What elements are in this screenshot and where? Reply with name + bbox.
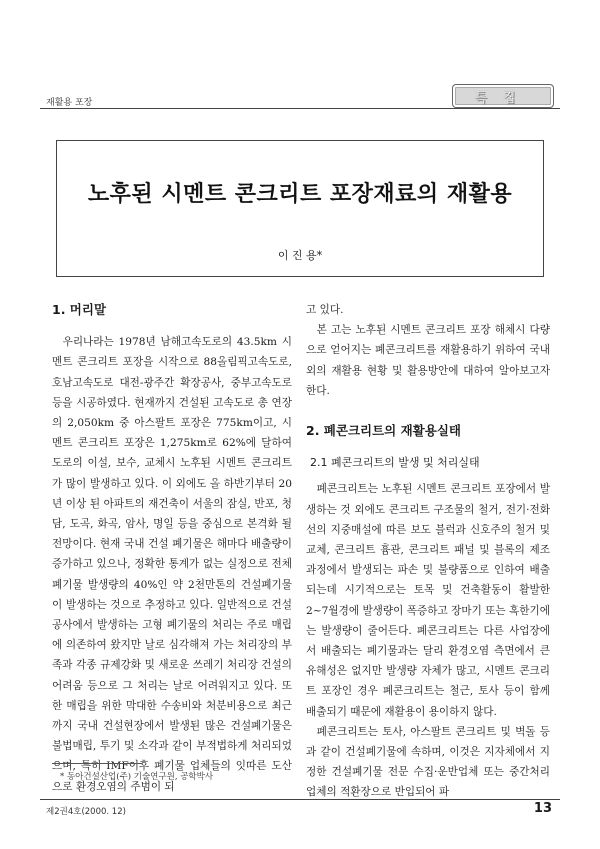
footnote-divider xyxy=(52,763,142,764)
section-2-1-paragraph-1: 폐콘크리트는 노후된 시멘트 콘크리트 포장에서 발생하는 것 외에도 콘크리트 구조물의 철거, 전기·전화선의 지중매설에 따른 보도 블럭과 신호주의 철거 및 교체, 콘크리트 흄관, 콘크리트 패널 및 블록의 제조과정에서 발생되는 파손 및 불량품으로 인하여 배출되는데 시기적으로는 토목 및 건축활동이 활발한 2~7월경에 발생량이 폭증하고 장마기 또는 혹한기에는 발생량이 줄어든다. 폐콘크리트는 다른 사업장에서 배출되는 폐기물과는 달리 환경오염 측면에서 큰 유해성은 없지만 발생량 자체가 많고, 시멘트 콘크리트 포장인 경우 폐콘크리트는 철근, 토사 등이 함께 배출되기 때문에 재활용이 용이하지 않다. xyxy=(306,483,550,718)
special-feature-badge: 특집 xyxy=(452,84,554,108)
footer-divider xyxy=(40,799,560,800)
right-column xyxy=(306,300,550,803)
section-1-heading: 1. 머리말 xyxy=(52,302,107,317)
header-divider xyxy=(40,108,560,109)
section-1-paragraph-2: 본 고는 노후된 시멘트 콘크리트 포장 해체시 다량으로 얻어지는 폐콘크리트를 재활용하기 위하여 국내외의 재활용 현황 및 활용방안에 대하여 알아보고자 한다. xyxy=(306,324,550,397)
issue-info: 제2권4호(2000. 12) xyxy=(46,807,126,817)
section-2-1-paragraph-2: 폐콘크리트는 토사, 아스팔트 콘크리트 및 벽돌 등과 같이 건설폐기물에 속하며, 이것은 지자체에서 지정한 건설폐기물 전문 수집·운반업체 또는 중간처리업체의 적환장으로 반입되어 파 xyxy=(306,725,550,799)
page-number: 13 xyxy=(533,801,552,816)
article-author: 이 진 용* xyxy=(277,249,323,262)
section-2-heading: 2. 폐콘크리트의 재활용실태 xyxy=(306,423,461,439)
running-header-category: 재활용 포장 xyxy=(46,98,93,108)
section-1-paragraph-1: 우리나라는 1978년 남해고속도로의 43.5km 시멘트 콘크리트 포장을 시작으로 88올림픽고속도로, 호남고속도로 대전-광주간 확장공사, 중부고속도로 등을 시공하였다. 현재까지 건설된 고속도로 총 연장의 2,050km 중 아스팔트 포장은 775km이고, 시멘트 콘크리트 포장은 1,275km로 62%에 달하여 도로의 이설, 보수, 교체시 노후된 시멘트 콘크리트가 많이 발생하고 있다. 이 외에도 올 하반기부터 20년 이상 된 아파트의 재건축이 서울의 잠실, 반포, 청담, 도곡, 화곡, 암사, 명일 등을 중심으로 본격화 될 전망이다. 현재 국내 건설 폐기물은 해마다 배출량이 증가하고 있으나, 정확한 통계가 없는 실정으로 전체 폐기물 발생량의 40%인 약 2천만톤의 건설폐기물이 발생하는 것으로 추정하고 있다. 일반적으로 건설공사에서 발생하는 고형 폐기물의 처리는 주로 매립에 의존하여 왔지만 날로 심각해져 가는 처리장의 부족과 각종 규제강화 및 새로운 쓰레기 처리장 건설의 어려움 등으로 그 처리는 날로 어려워지고 있다. 또한 매립을 위한 막대한 수송비와 처분비용으로 최근까지 국내 건설현장에서 발생된 많은 건설폐기물은 불법매립, 투기 및 소각과 같이 부적법하게 처리되었으며, 특히 IMF이후 폐기물 업체들의 잇따른 도산으로 환경오염의 주범이 되 xyxy=(52,336,292,793)
left-column xyxy=(52,300,292,797)
section-2-1-heading: 2.1 폐콘크리트의 발생 및 처리실태 xyxy=(310,456,480,470)
title-box xyxy=(56,140,544,277)
article-title: 노후된 시멘트 콘크리트 포장재료의 재활용 xyxy=(87,182,513,207)
author-footnote: * 동아건설산업(주) 기술연구원, 공학박사 xyxy=(60,772,214,782)
section-1-paragraph-1-continued: 고 있다. xyxy=(306,304,344,316)
